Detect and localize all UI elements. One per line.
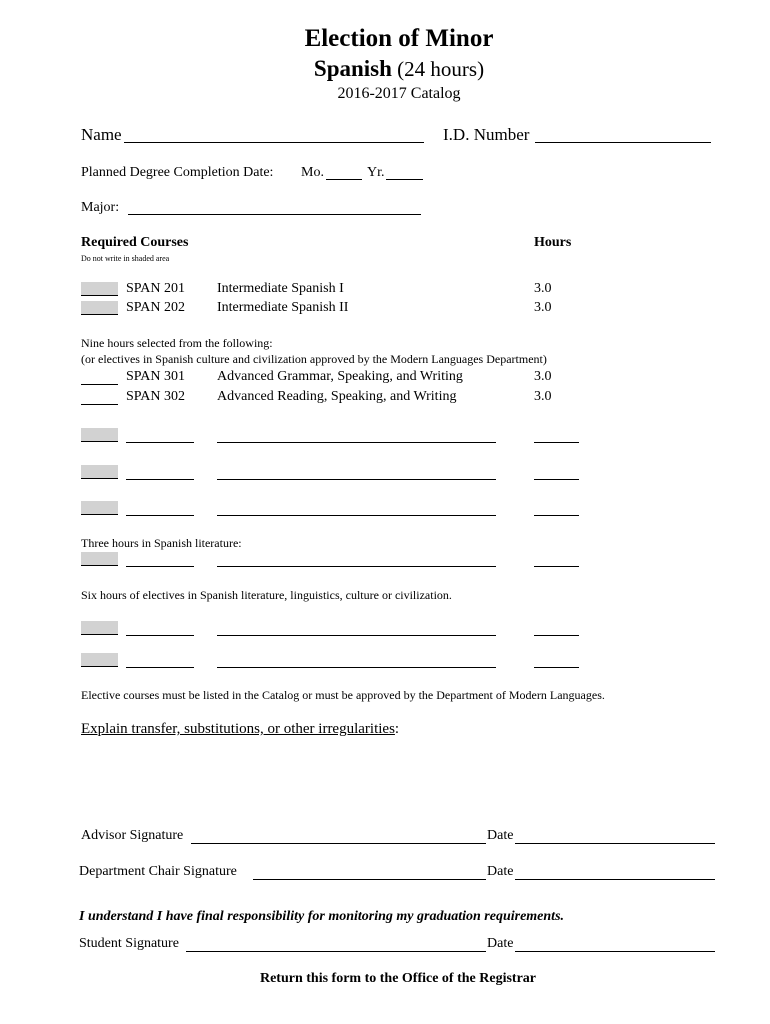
student-signature-label: Student Signature <box>79 936 179 951</box>
course-title: Intermediate Spanish I <box>217 281 344 296</box>
course-code: SPAN 302 <box>126 389 186 404</box>
id-number-field[interactable] <box>535 142 711 143</box>
course-code: SPAN 201 <box>126 281 186 296</box>
elective-approval-note: Elective courses must be listed in the Catalog or must be approved by the Department of Modern Languages. <box>81 688 605 702</box>
course-hours-field[interactable] <box>534 566 579 567</box>
chair-date-field[interactable] <box>515 879 715 880</box>
course-title-field[interactable] <box>217 442 496 443</box>
major-label: Major: <box>81 200 120 215</box>
explain-colon: : <box>394 721 400 737</box>
course-code-field[interactable] <box>126 442 194 443</box>
shaded-box <box>81 552 118 566</box>
student-signature-field[interactable] <box>186 951 486 952</box>
shaded-box <box>81 465 118 479</box>
advisor-signature-field[interactable] <box>191 843 486 844</box>
student-date-field[interactable] <box>515 951 715 952</box>
student-date-label: Date <box>487 936 514 951</box>
explain-area[interactable] <box>81 745 721 815</box>
month-label: Mo. <box>301 165 324 180</box>
shaded-box <box>81 428 118 442</box>
nine-hours-note: (or electives in Spanish culture and civilization approved by the Modern Languages Department) <box>81 352 547 366</box>
explain-label-text: Explain transfer, substitutions, or other irregularities <box>81 721 395 737</box>
catalog-year: 2016-2017 Catalog <box>337 85 461 102</box>
chair-date-label: Date <box>487 864 514 879</box>
advisor-date-label: Date <box>487 828 514 843</box>
year-field[interactable] <box>386 179 423 180</box>
course-title: Intermediate Spanish II <box>217 300 349 315</box>
grade-field[interactable] <box>81 384 118 385</box>
name-label: Name <box>81 125 122 144</box>
minor-hours: (24 hours) <box>397 57 485 81</box>
minor-subject: Spanish <box>313 56 392 81</box>
course-hours: 3.0 <box>534 369 552 384</box>
course-code-field[interactable] <box>126 566 194 567</box>
course-code-field[interactable] <box>126 515 194 516</box>
course-hours-field[interactable] <box>534 515 579 516</box>
year-label: Yr. <box>367 165 385 180</box>
course-code-field[interactable] <box>126 479 194 480</box>
return-instructions: Return this form to the Office of the Registrar <box>259 971 537 986</box>
form-subtitle <box>0 56 770 82</box>
course-title-field[interactable] <box>217 515 496 516</box>
course-hours: 3.0 <box>534 300 552 315</box>
electives-label: Six hours of electives in Spanish literature, linguistics, culture or civilization. <box>81 588 452 602</box>
course-title: Advanced Grammar, Speaking, and Writing <box>217 369 463 384</box>
advisor-signature-label: Advisor Signature <box>81 828 184 843</box>
course-hours: 3.0 <box>534 281 552 296</box>
name-field[interactable] <box>124 142 424 143</box>
shaded-box <box>81 501 118 515</box>
shaded-box <box>81 621 118 635</box>
grade-field[interactable] <box>81 404 118 405</box>
course-title-field[interactable] <box>217 566 496 567</box>
shaded-box <box>81 301 118 315</box>
chair-signature-field[interactable] <box>253 879 486 880</box>
shaded-box <box>81 282 118 296</box>
course-code-field[interactable] <box>126 667 194 668</box>
major-field[interactable] <box>128 214 421 215</box>
planned-date-label: Planned Degree Completion Date: <box>81 165 274 180</box>
required-courses-heading: Required Courses <box>81 235 189 250</box>
explain-label <box>81 721 399 738</box>
id-number-label: I.D. Number <box>443 125 530 144</box>
responsibility-statement: I understand I have final responsibility for monitoring my graduation requirements. <box>79 909 565 924</box>
shaded-area-note: Do not write in shaded area <box>81 254 170 263</box>
course-code: SPAN 202 <box>126 300 186 315</box>
course-code: SPAN 301 <box>126 369 186 384</box>
month-field[interactable] <box>326 179 362 180</box>
course-hours-field[interactable] <box>534 635 579 636</box>
course-title-field[interactable] <box>217 635 496 636</box>
chair-signature-label: Department Chair Signature <box>79 864 237 879</box>
course-code-field[interactable] <box>126 635 194 636</box>
nine-hours-label: Nine hours selected from the following: <box>81 336 273 350</box>
literature-label: Three hours in Spanish literature: <box>81 536 242 550</box>
course-hours: 3.0 <box>534 389 552 404</box>
shaded-box <box>81 653 118 667</box>
course-hours-field[interactable] <box>534 442 579 443</box>
hours-heading: Hours <box>534 235 572 250</box>
course-title-field[interactable] <box>217 479 496 480</box>
advisor-date-field[interactable] <box>515 843 715 844</box>
course-title-field[interactable] <box>217 667 496 668</box>
course-hours-field[interactable] <box>534 667 579 668</box>
form-title: Election of Minor <box>304 25 494 52</box>
course-title: Advanced Reading, Speaking, and Writing <box>217 389 457 404</box>
course-hours-field[interactable] <box>534 479 579 480</box>
